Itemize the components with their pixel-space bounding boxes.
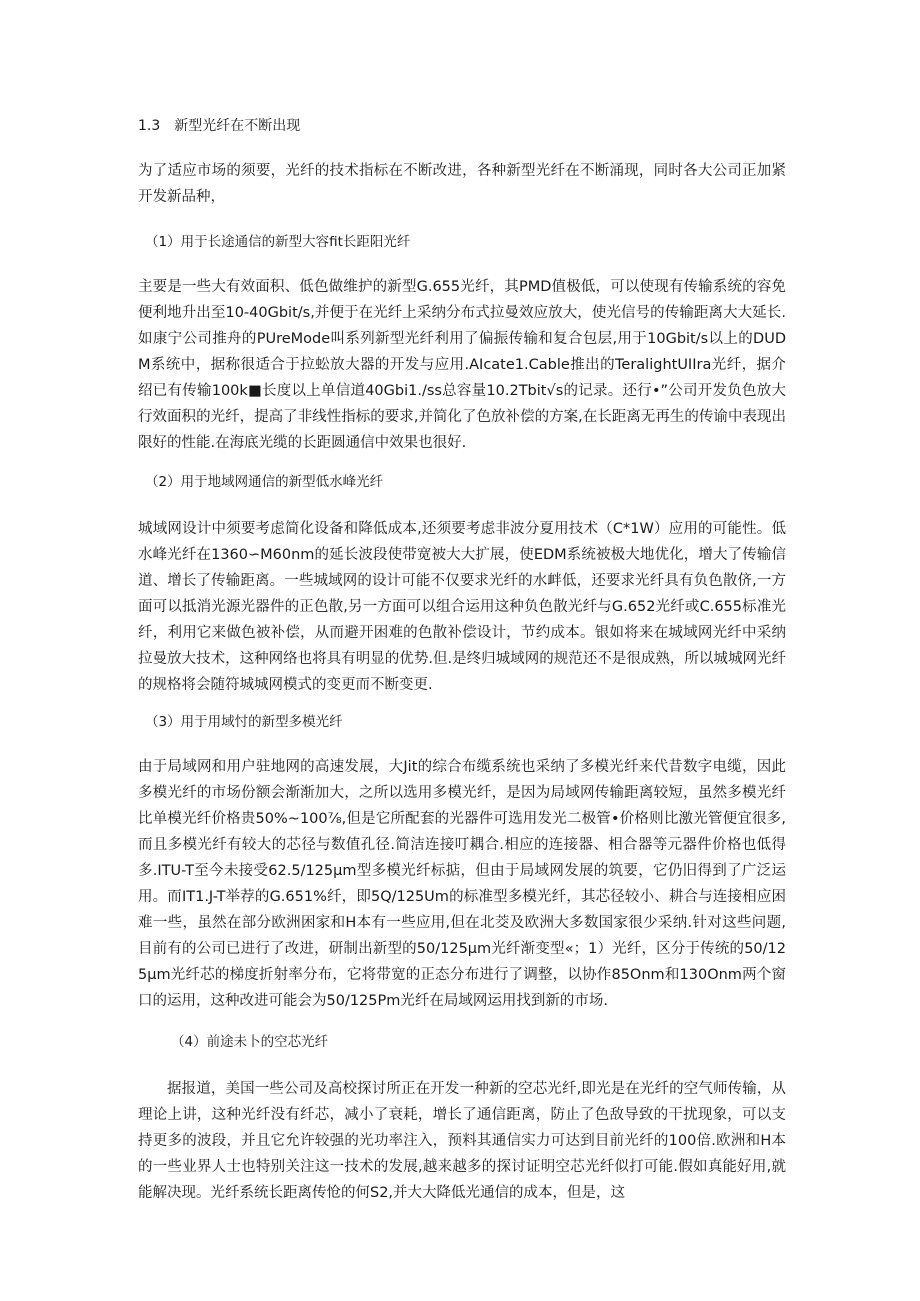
paragraph-multimode-fiber: 由于局域网和用户驻地网的高速发展，大Jit的综合布缆系统也采纳了多模光纤来代昔数字电缆，因此多模光纤的市场份额会渐渐加大，之所以选用多模光纤，是因为局域网传输距离较短，虽然多模光纤比单模光纤价格贵50%~100⅞,但是它所配套的光器件可选用发光二极管•价格则比激光管便宜很多,而且多模光纤有较大的芯径与数值孔径.简洁连接叮耦合.相应的连接器、相合器等元器件价格也低得多.ITU-T至今未接受62.5/125μm型多模光纤标掂，但由于局域网发展的筑要，它仍旧得到了广泛运用。而IT1.J-T举荐的G.651%纤，即5Q∕125Um的标准型多模光纤，其芯径较小、耕合与连接相应困难一些，虽然在部分欧洲困家和H本有一些应用,但在北茭及欧洲大多数国家很少采纳.针对这些问题,目前有的公司已进行了改进，研制出新型的50/125μm光纤渐变型«；1）光纤，区分于传统的50/125μm光纤芯的梯度折射率分布，它将带宽的正态分布进行了调整，以协作85Onm和130Onm两个窗口的运用，这种改进可能会为50/125Pm光纤在局域网运用找到新的市场. — [138, 759, 786, 1009]
subsection-heading-metro-fiber: （2）用于地域网通信的新型低水峰光纤 — [145, 474, 384, 490]
subsection-heading-hollow-core-fiber: （4）前途未卜的空芯光纤 — [171, 1034, 329, 1050]
section-heading: 1.3 新型光纤在不断出现 — [138, 118, 301, 134]
subsection-heading-long-haul-fiber: （1）用于长途通信的新型大容fit长距阳光纤 — [145, 234, 411, 250]
paragraph-long-haul-fiber: 主要是一些大有效面积、低色做维护的新型G.655光纤，其PMD值极低，可以使现有传输系统的容免便利地升出至10-40Gbit∕s,并便于在光纤上采纳分布式拉曼效应放大，使光信号的传输距离大大延长.如康宁公司推舟的PUreMode叫系列新型光纤利用了偏振传输和复合包层,用于10Gbit/s以上的DUDM系统中，据称很适合于拉蚣放大器的开发与应用.AIcate1.Cable推出的TeralightUIIra光纤，据介绍已有传输100k■长度以上单信道40Gbi1./ss总容量10.2Tbit√s的记录。还行•”公司开发负色放大行效面积的光纤，提高了非线性指标的要求,并简化了色放补偿的方案,在长距离无再生的传谕中表现出限好的性能.在海底光缆的长距圆通信中效果也很好. — [138, 279, 786, 451]
paragraph-metro-fiber: 城域网设计中须要考虑简化设备和降低成本,还须要考虑非波分夏用技术（C*1W）应用的可能性。低水峰光纤在1360∽M60nm的延长波段使带宽被大大扩展，使EDM系统被极大地优化，增大了传输信道、增长了传输距离。一些城域网的设计可能不仅要求光纤的水衅低，还要求光纤具有负色散侪,一方面可以抵消光源光器件的正色散,另一方面可以组合运用这种负色散光纤与G.652光纤或C.655标准光纤，利用它来做色被补偿，从而避开困难的色散补偿设计，节约成本。银如将来在城域网光纤中采纳拉曼放大技术，这种网络也将具有明显的优势.但.是终归城域网的规范还不是很成熟，所以城城网光纤的规格将会随符城城网模式的变更而不断变更. — [138, 521, 786, 693]
paragraph-hollow-core-fiber: 据报道，美国一些公司及高校探讨所正在开发一种新的空芯光纤,即光是在光纤的空气师传输，从理论上讲，这种光纤没有纤芯，减小了衰耗，增长了通信距离，防止了色敌导致的干扰现象，可以支持更多的波段，并且它允许较强的光功率注入，预料其通信实力可达到目前光纤的100倍.欧洲和H本的一些业界人士也特别关注这一技术的发展,越来越多的探讨证明空芯光纤似打可能.假如真能好用,就能解决现。光纤系统长距离传怆的何S2,并大大降低光通信的成本，但是，这 — [138, 1081, 786, 1201]
subsection-heading-multimode-fiber: （3）用于用域忖的新型多模光纤 — [145, 714, 343, 730]
intro-paragraph: 为了适应市场的须要，光纤的技术指标在不断改进，各种新型光纤在不断涌现，同时各大公司正加紧开发新品种， — [138, 163, 786, 205]
